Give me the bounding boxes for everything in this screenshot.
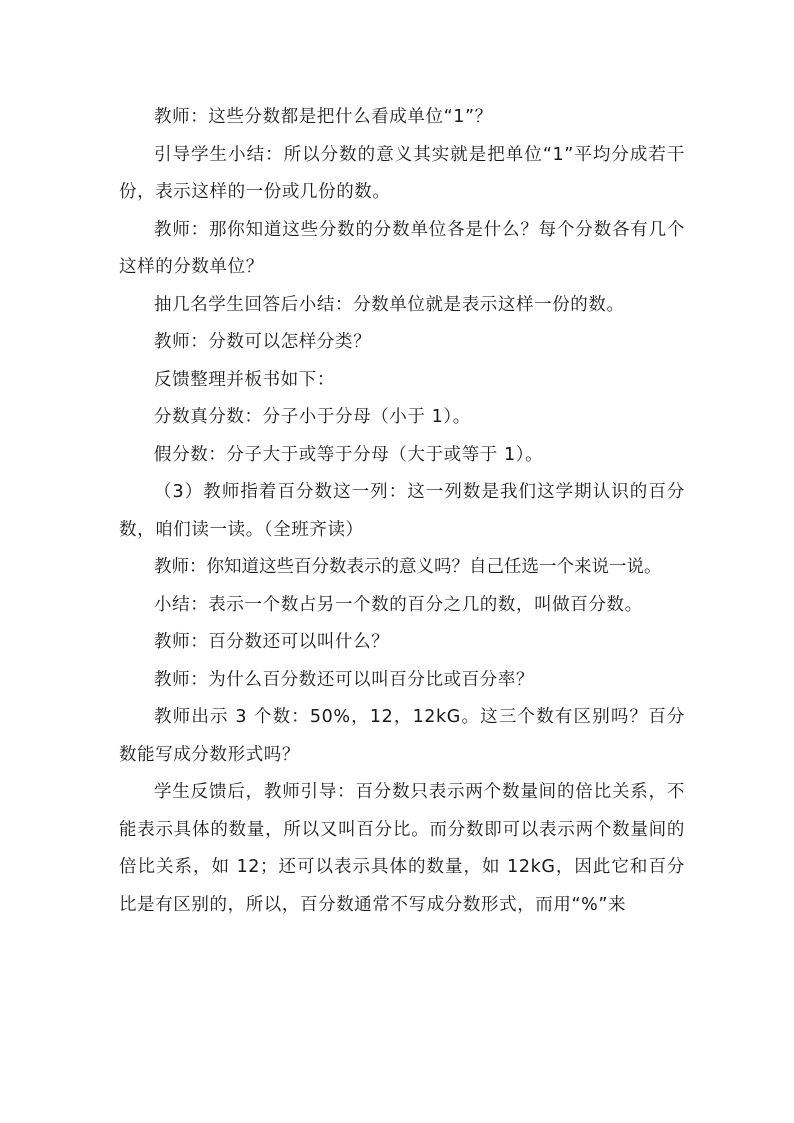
paragraph-summary-fraction-meaning: 引导学生小结：所以分数的意义其实就是把单位“1”平均分成若干份，表示这样的一份或几份的数。 bbox=[119, 144, 685, 202]
paragraph-teacher-question-unit: 教师：这些分数都是把什么看成单位“1”？ bbox=[154, 107, 493, 127]
document-body bbox=[119, 99, 685, 924]
paragraph-percent-intro: （3）教师指着百分数这一列：这一列数是我们这学期认识的百分数，咱们读一读。（全班齐读） bbox=[119, 482, 685, 540]
paragraph-feedback-board: 反馈整理并板书如下： bbox=[154, 369, 335, 390]
paragraph-teacher-question-percent-meaning: 教师：你知道这些百分数表示的意义吗？自己任选一个来说一说。 bbox=[154, 557, 662, 577]
paragraph-summary-percent: 小结：表示一个数占另一个数的百分之几的数，叫做百分数。 bbox=[154, 594, 643, 615]
paragraph-teacher-question-fraction-unit: 教师：那你知道这些分数的分数单位各是什么？每个分数各有几个这样的分数单位？ bbox=[119, 219, 685, 277]
paragraph-teacher-question-percent-name: 教师：百分数还可以叫什么？ bbox=[154, 632, 390, 652]
paragraph-teacher-question-percent-ratio: 教师：为什么百分数还可以叫百分比或百分率？ bbox=[154, 669, 535, 690]
paragraph-proper-fraction: 分数真分数：分子小于分母（小于 1）。 bbox=[154, 407, 471, 427]
paragraph-improper-fraction: 假分数：分子大于或等于分母（大于或等于 1）。 bbox=[154, 444, 544, 465]
paragraph-teacher-shows-numbers: 教师出示 3 个数：50%，12，12kG。这三个数有区别吗？百分数能写成分数形式吗？ bbox=[119, 707, 685, 765]
paragraph-summary-fraction-unit: 抽几名学生回答后小结：分数单位就是表示这样一份的数。 bbox=[154, 294, 625, 315]
paragraph-teacher-guidance: 学生反馈后，教师引导：百分数只表示两个数量间的倍比关系，不能表示具体的数量，所以又叫百分比。而分数即可以表示两个数量间的倍比关系，如 12；还可以表示具体的数量，如 12kG，因此它和百分比是有区别的，所以，百分数通常不写成分数形式，而用“%”来 bbox=[119, 782, 685, 915]
paragraph-teacher-question-classify: 教师：分数可以怎样分类？ bbox=[154, 332, 372, 352]
